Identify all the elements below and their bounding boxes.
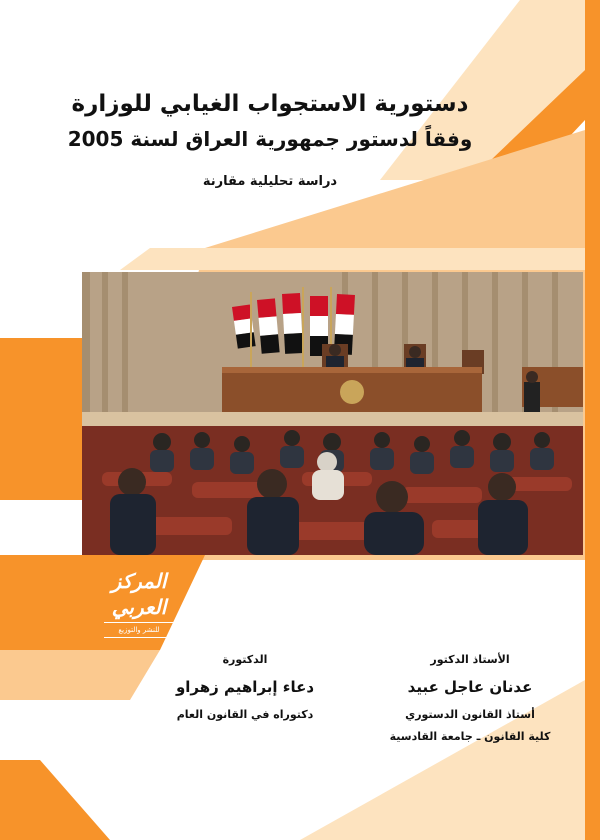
author-1 [360, 652, 580, 746]
publisher-logo-subtext: للنشر والتوزيع [118, 626, 160, 634]
author-1-affiliation: كلية القانون ـ جامعة القادسية [389, 730, 551, 743]
author-2-title: الدكتورة [222, 653, 268, 666]
book-subtitle: دراسة تحليلية مقارنة [202, 174, 338, 189]
parliament-session-photo [82, 272, 583, 555]
author-2-name: دعاء إبراهيم زهراو [175, 678, 315, 696]
book-title-line2: وفقاً لدستور جمهورية العراق لسنة 2005 [67, 127, 473, 151]
author-1-name: عدنان عاجل عبيد [407, 678, 533, 696]
logo-divider [104, 622, 174, 623]
author-1-title: الأستاذ الدكتور [430, 653, 510, 666]
author-2-role: دكتوراه في القانون العام [176, 708, 314, 721]
logo-divider-2 [104, 637, 174, 638]
author-1-role: أستاذ القانون الدستوري [405, 708, 535, 721]
title-block [40, 88, 500, 192]
author-2 [155, 652, 335, 724]
publisher-logo-text: المركز العربي [111, 569, 167, 619]
book-title: دستورية الاستجواب الغيابي للوزارة [71, 91, 469, 117]
publisher-logo [93, 568, 185, 638]
